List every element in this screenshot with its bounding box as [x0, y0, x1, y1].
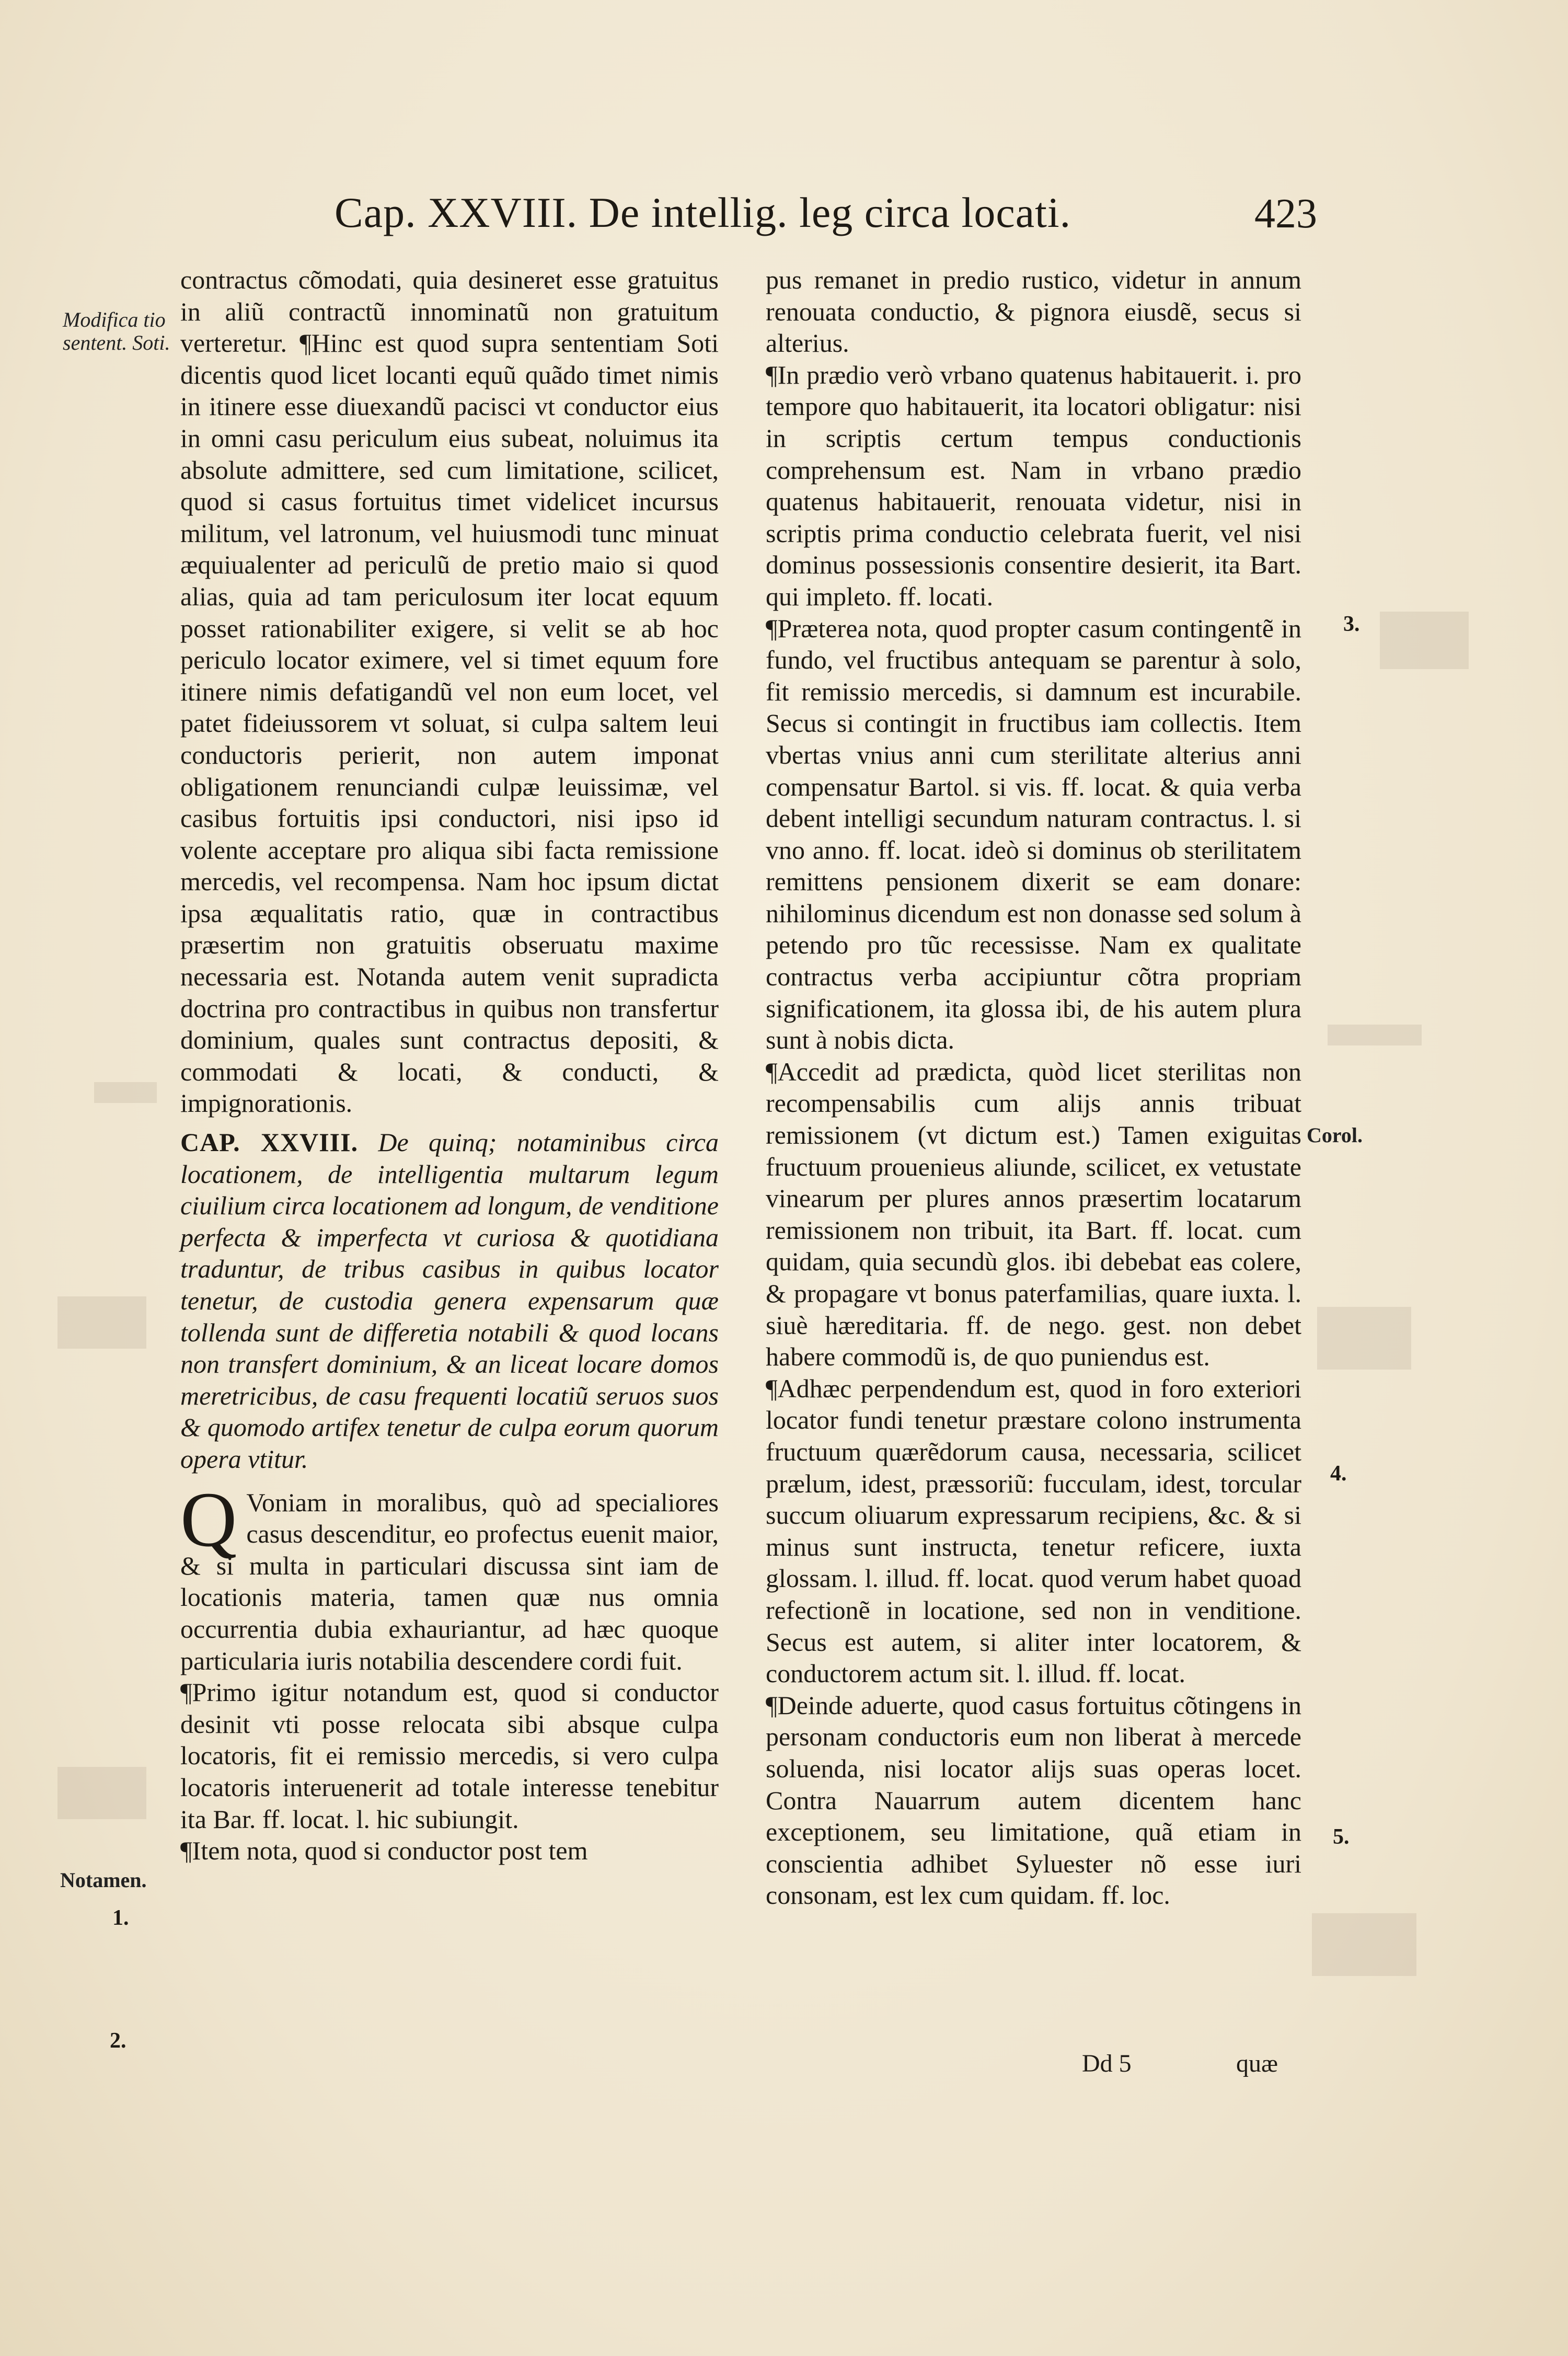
- margin-number-5: 5.: [1333, 1825, 1350, 1849]
- chapter-summary: De quinq; notaminibus circa locationem, de intelligentia multarum legum ciuilium circa locationem ad longum, de venditione perfecta & imperfecta vt curiosa & quotidiana traduntur, de tribus casibus in quibus locator tenetur, de custodia genera expensarum quæ tollenda sunt de differetia notabili & quod locans non transfert dominium, & an liceat locare domos meretricibus, de casu frequenti locatiũ seruos suos & quomodo artifex tenetur de culpa eorum quorum opera vtitur.: [180, 1128, 719, 1474]
- bleed-through-mark: [57, 1296, 146, 1349]
- paragraph: ¶Item nota, quod si conductor post tem: [180, 1836, 588, 1866]
- margin-note-left-1: Modifica tio sentent. Soti.: [63, 308, 170, 354]
- paragraph: ¶In prædio verò vrbano quatenus habitauerit. i. pro tempore quo habitauerit, ita locatori obligatur: nisi in scriptis certum tempus conductionis comprehensum est. Nam in vrbano prædio quatenus habitauerit, renouata videtur, nisi in scriptis prima conductio celebrata fuerit, vel nisi dominus possessionis consentire desierit, ita Bart. qui impleto. ff. locati.: [766, 360, 1301, 611]
- signature-mark: Dd 5: [1082, 2050, 1132, 2077]
- running-title: Cap. XXVIII. De intellig. leg circa locati.: [335, 189, 1071, 236]
- drop-capital: Q: [180, 1476, 237, 1563]
- margin-number-3: 3.: [1343, 612, 1360, 636]
- margin-note-left-2: Notamen.: [60, 1868, 147, 1892]
- paragraph: [180, 1476, 719, 1677]
- bleed-through-mark: [57, 1767, 146, 1819]
- margin-number-1: 1.: [112, 1906, 129, 1930]
- bleed-through-mark: [94, 1082, 157, 1103]
- paragraph: ¶Adhæc perpendendum est, quod in foro exteriori locator fundi tenetur præstare colono instrumenta fructuum quærẽdorum causa, necessaria, scilicet prælum, idest, præssoriũ: fucculam, idest, torcular succum oliuarum expressarum recipiens, &c. & si minus sunt instructa, tenetur reficere, iuxta glossam. l. illud. ff. locat. quod verum habet quoad refectionẽ in locatione, sed non in venditione. Secus est autem, si aliter inter locatorem, & conductorem actum sit. l. illud. ff. locat.: [766, 1373, 1301, 1688]
- bleed-through-mark: [1380, 612, 1469, 669]
- right-text-column: [766, 264, 1301, 1911]
- folio-number: 423: [1254, 191, 1317, 237]
- catchword: quæ: [1236, 2050, 1278, 2077]
- paragraph-text: Voniam in moralibus, quò ad specialiores casus descenditur, eo profectus euenit maior, & si multa in particulari discussa sint iam de locationis materia, tamen quæ nus omnia occurrentia dubia exhauriantur, ad hæc quoque particularia iuris notabilia descendere cordi fuit.: [180, 1487, 719, 1675]
- margin-note-right-1: Corol.: [1307, 1123, 1363, 1147]
- chapter-heading: [180, 1127, 719, 1475]
- paragraph: ¶Præterea nota, quod propter casum contingentẽ in fundo, vel fructibus antequam se parentur à solo, fit remissio mercedis, si damnum est incurabile. Secus si contingit in fructibus iam collectis. Item vbertas vnius anni cum sterilitate alterius anni compensatur Bartol. si vis. ff. locat. & quia verba debent intelligi secundum naturam contractus. l. si vno anno. ff. locat. ideò si dominus ob sterilitatem remittens pensionem dixerit se eam donare: nihilominus dicendum est non donasse sed solum à petendo pro tũc recessisse. Nam ex qualitate contractus verba accipiuntur cõtra propriam significationem, ita glossa ibi, de his autem plura sunt à nobis dicta.: [766, 613, 1301, 1055]
- margin-number-2: 2.: [110, 2029, 126, 2053]
- chapter-number: CAP. XXVIII.: [180, 1128, 359, 1157]
- paragraph: ¶Accedit ad prædicta, quòd licet sterilitas non recompensabilis cum alijs annis tribuat remissionem (vt dictum est.) Tamen exiguitas fructuum prouenieus aliunde, scilicet, ex vetustate vinearum per plures annos præsertim locatarum remissionem non tribuit, ita Bart. ff. locat. cum quidam, quia secundù glos. ibi debebat eas colere, & propagare vt bonus paterfamilias, quare iuxta. l. siuè hæreditaria. ff. de nego. gest. non debet habere commodũ is, de quo puniendus est.: [766, 1056, 1301, 1372]
- running-header: [335, 188, 1317, 246]
- paragraph: ¶Deinde aduerte, quod casus fortuitus cõtingens in personam conductoris eum non liberat à mercede soluenda, nisi locator alijs suas operas locet. Contra Nauarrum autem dicentem hanc exceptionem, seu limitatione, quã etiam in conscientia adhibet Syluester nõ esse iuri consonam, est lex cum quidam. ff. loc.: [766, 1690, 1301, 1910]
- bleed-through-mark: [1312, 1913, 1416, 1976]
- paragraph: pus remanet in predio rustico, videtur in annum renouata conductio, & pignora eiusdẽ, secus si alterius.: [766, 265, 1301, 358]
- margin-number-4: 4.: [1330, 1462, 1347, 1486]
- left-text-column: [180, 264, 719, 1867]
- bleed-through-mark: [1317, 1307, 1411, 1370]
- paragraph: contractus cõmodati, quia desineret esse gratuitus in aliũ contractũ innominatũ non gratuitum verteretur. ¶Hinc est quod supra sententiam Soti dicentis quod licet locanti equũ quãdo timet nimis in itinere esse diuexandũ pacisci vt conductor eius in omni casu periculum eius subeat, noluimus ita absolute admittere, sed cum limitatione, scilicet, quod si casus fortuitus timet videlicet incursus militum, vel latronum, vel huiusmodi tunc minuat æquiualenter ad periculũ de pretio maio si quod alias, quia ad tam periculosum iter locat equum posset rationabiliter exigere, si velit se ab hoc periculo locator eximere, vel si timet equum fore itinere nimis defatigandũ vel non eum locet, vel patet fideiussorem vt soluat, si culpa saltem leui conductoris perierit, non autem imponat obligationem renunciandi culpæ leuissimæ, vel casibus fortuitis ipsi conductori, nisi ipso id volente acceptare pro aliqua sibi facta remissione mercedis, vel recompensa. Nam hoc ipsum dictat ipsa æqualitatis ratio, quæ in contractibus præsertim non gratuitis obseruatu maxime necessaria est. Notanda autem venit supradicta doctrina pro contractibus in quibus non transfertur dominium, quales sunt contractus depositi, & commodati & locati, & conducti, & impignorationis.: [180, 265, 719, 1118]
- paragraph: ¶Primo igitur notandum est, quod si conductor desinit vti posse relocata sibi absque culpa locatoris, fit ei remissio mercedis, si vero culpa locatoris interuenerit ad totale interesse tenebitur ita Bar. ff. locat. l. hic subiungit.: [180, 1677, 719, 1834]
- bleed-through-mark: [1328, 1025, 1422, 1045]
